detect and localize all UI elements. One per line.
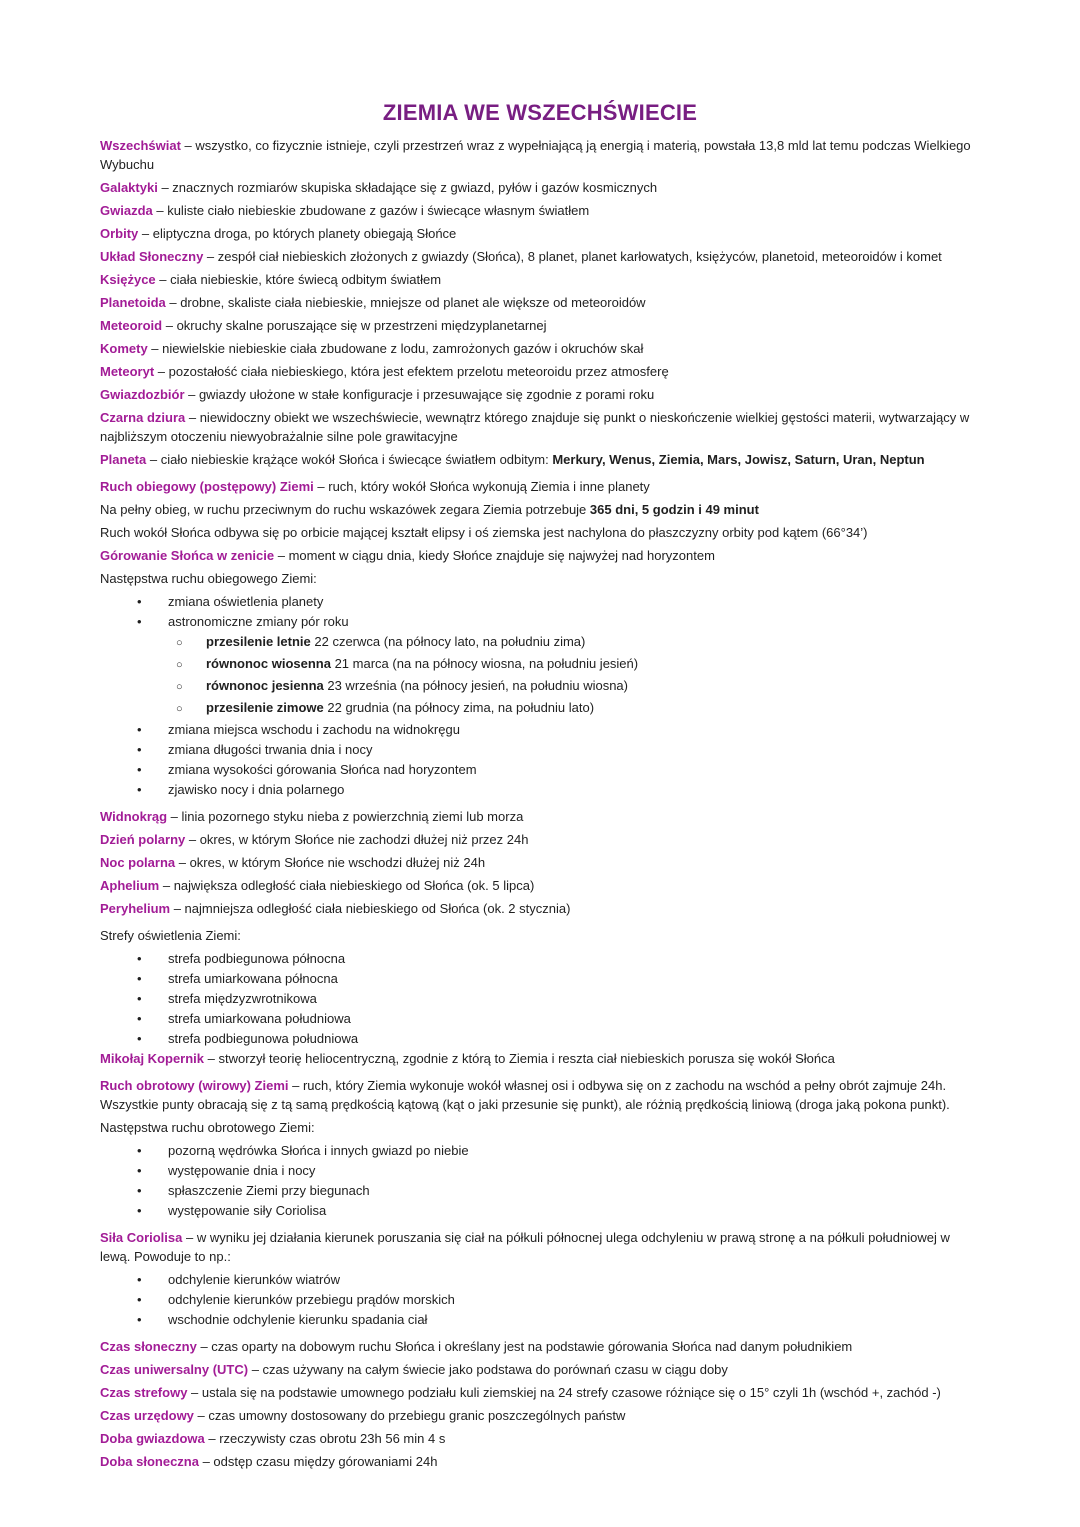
bullet-icon: • [137,991,142,1006]
sub-list-item [100,676,980,697]
body-text: strefa podbiegunowa południowa [168,1031,359,1046]
body-text: występowanie siły Coriolisa [168,1203,327,1218]
body-text: – niewielskie niebieskie ciała zbudowane z lodu, zamrożonych gazów i okruchów skał [147,341,644,356]
body-text: – linia pozornego styku nieba z powierzchnią ziemi lub morza [167,809,524,824]
bullet-icon: • [137,594,142,609]
body-text: – okruchy skalne poruszające się w przestrzeni międzyplanetarnej [162,318,547,333]
bullet-icon: • [137,614,142,629]
body-text: Następstwa ruchu obrotowego Ziemi: [100,1120,315,1135]
body-text: – niewidoczny obiekt we wszechświecie, wewnątrz którego znajduje się punkt o nieskończenie wielkiej gęstości materii, wytwarzający w najbliższym otoczeniu niewyobrażalnie silne pole grawitacyjne [100,410,970,444]
body-text: przesilenie letnie [206,634,311,649]
body-text: zmiana oświetlenia planety [168,594,324,609]
body-text: Na pełny obieg, w ruchu przeciwnym do ruchu wskazówek zegara Ziemia potrzebuje [100,502,590,517]
body-text: – okres, w którym Słońce nie wschodzi dłużej niż 24h [175,855,486,870]
paragraph-strefy-oswietlenia [100,926,980,945]
definition-uklad-sloneczny [100,247,980,266]
term-text: Doba gwiazdowa [100,1431,205,1446]
term-text: Galaktyki [100,180,158,195]
term-text: Górowanie Słońca w zenicie [100,548,275,563]
bullet-icon: • [137,1292,142,1307]
term-text: Ruch obiegowy (postępowy) Ziemi [100,479,314,494]
definition-peryhelium [100,899,980,918]
term-text: Siła Coriolisa [100,1230,183,1245]
term-text: Komety [100,341,148,356]
term-text: Czas słoneczny [100,1339,197,1354]
body-text: zjawisko nocy i dnia polarnego [168,782,345,797]
body-text: 21 marca (na na północy wiosna, na południu jesień) [330,656,639,671]
body-text: odchylenie kierunków przebiegu prądów morskich [168,1292,455,1307]
term-text: Meteoryt [100,364,155,379]
list-item [100,1141,980,1160]
definition-ksiezyce [100,270,980,289]
sub-list-item [100,632,980,653]
body-text: – gwiazdy ułożone w stałe konfiguracje i przesuwające się zgodnie z porami roku [184,387,655,402]
body-text: Następstwa ruchu obiegowego Ziemi: [100,571,317,586]
circle-bullet-icon: ○ [176,681,183,693]
term-text: Noc polarna [100,855,176,870]
definition-meteoryt [100,362,980,381]
definition-planetoida [100,293,980,312]
bullet-icon: • [137,1183,142,1198]
term-text: Czas urzędowy [100,1408,194,1423]
definition-sila-coriolisa [100,1228,980,1266]
definition-komety [100,339,980,358]
list-item [100,969,980,988]
term-text: Gwiazda [100,203,153,218]
definition-czas-strefowy [100,1383,980,1402]
circle-bullet-icon: ○ [176,637,183,649]
definition-doba-gwiazdowa [100,1429,980,1448]
definition-doba-sloneczna [100,1452,980,1471]
list-item [100,1181,980,1200]
document-title: ZIEMIA WE WSZECHŚWIECIE [382,100,698,125]
term-text: Ruch obrotowy (wirowy) Ziemi [100,1078,289,1093]
sub-list-item [100,654,980,675]
paragraph-nastepstwa-obrotowego [100,1118,980,1137]
list-item [100,760,980,779]
bullet-icon: • [137,1312,142,1327]
list-item [100,592,980,611]
body-text: 22 czerwca (na północy lato, na południu zima) [310,634,586,649]
body-text: – rzeczywisty czas obrotu 23h 56 min 4 s [204,1431,446,1446]
body-text: – kuliste ciało niebieskie zbudowane z gazów i świecące własnym światłem [152,203,590,218]
body-text: – czas oparty na dobowym ruchu Słońca i określany jest na podstawie górowania Słońca nad danym południkiem [196,1339,853,1354]
definition-czas-sloneczny [100,1337,980,1356]
circle-bullet-icon: ○ [176,703,183,715]
body-text: 365 dni, 5 godzin i 49 minut [589,502,759,517]
body-text: – ciało niebieskie krążące wokół Słońca i świecące światłem odbitym: [146,452,553,467]
definition-widnokrag [100,807,980,826]
list-item [100,989,980,1008]
term-text: Doba słoneczna [100,1454,199,1469]
definition-czas-uniwersalny [100,1360,980,1379]
list-item [100,780,980,799]
body-text: równonoc wiosenna [206,656,331,671]
term-text: Czas strefowy [100,1385,188,1400]
body-text: – odstęp czasu między górowaniami 24h [198,1454,438,1469]
body-text: – czas umowny dostosowany do przebiegu granic poszczególnych państw [193,1408,626,1423]
list-item [100,740,980,759]
body-text: zmiana długości trwania dnia i nocy [168,742,373,757]
body-text: pozorną wędrówka Słońca i innych gwiazd po niebie [168,1143,469,1158]
body-text: astronomiczne zmiany pór roku [168,614,349,629]
bullet-icon: • [137,1272,142,1287]
definition-dzien-polarny [100,830,980,849]
term-text: Wszechświat [100,138,181,153]
body-text: zmiana miejsca wschodu i zachodu na widnokręgu [168,722,460,737]
list-item [100,949,980,968]
list-item [100,1201,980,1220]
bullet-icon: • [137,1143,142,1158]
term-text: Meteoroid [100,318,163,333]
list-item [100,1270,980,1289]
term-text: Czas uniwersalny (UTC) [100,1362,249,1377]
list-item [100,612,980,631]
list-item [100,1290,980,1309]
term-text: Orbity [100,226,139,241]
body-text: – pozostałość ciała niebieskiego, która jest efektem przelotu meteoroidu przez atmosferę [154,364,669,379]
body-text: – eliptyczna droga, po których planety obiegają Słońce [138,226,457,241]
body-text: – największa odległość ciała niebieskiego od Słońca (ok. 5 lipca) [159,878,535,893]
definition-orbity [100,224,980,243]
list-item [100,1029,980,1048]
bullet-icon: • [137,1203,142,1218]
term-text: Układ Słoneczny [100,249,204,264]
list-item [100,720,980,739]
body-text: – najmniejsza odległość ciała niebieskiego od Słońca (ok. 2 stycznia) [170,901,571,916]
body-text: – stworzył teorię heliocentryczną, zgodnie z którą to Ziemia i reszta ciał niebieskich porusza się wokół Słońca [204,1051,835,1066]
definition-wszechswiat [100,136,980,174]
body-text: – okres, w którym Słońce nie zachodzi dłużej niż przez 24h [185,832,529,847]
bullet-icon: • [137,722,142,737]
body-text: strefa podbiegunowa północna [168,951,346,966]
bullet-icon: • [137,971,142,986]
body-text: – ciała niebieskie, które świecą odbitym światłem [155,272,442,287]
body-text: występowanie dnia i nocy [168,1163,316,1178]
body-text: – ustala się na podstawie umownego podziału kuli ziemskiej na 24 strefy czasowe różniące się o 15° czyli 1h (wschód +, zachód -) [187,1385,941,1400]
definition-ruch-obiegowy [100,477,980,496]
body-text: strefa umiarkowana północna [168,971,338,986]
definition-czarna-dziura [100,408,980,446]
term-text: Peryhelium [100,901,171,916]
body-text: równonoc jesienna [206,678,324,693]
definition-planeta [100,450,980,469]
body-text: przesilenie zimowe [206,700,324,715]
definition-ruch-obrotowy [100,1076,980,1114]
body-text: – czas używany na całym świecie jako podstawa do porównań czasu w ciągu doby [248,1362,728,1377]
bullet-icon: • [137,951,142,966]
body-text: Strefy oświetlenia Ziemi: [100,928,241,943]
term-text: Księżyce [100,272,156,287]
paragraph-pelny-obieg [100,500,980,519]
paragraph-ruch-wokol-slonca [100,523,980,542]
term-text: Planeta [100,452,147,467]
definition-gorowanie-slonca [100,546,980,565]
body-text: strefa umiarkowana południowa [168,1011,351,1026]
body-text: odchylenie kierunków wiatrów [168,1272,340,1287]
definition-galaktyki [100,178,980,197]
term-text: Planetoida [100,295,166,310]
term-text: Czarna dziura [100,410,186,425]
circle-bullet-icon: ○ [176,659,183,671]
bullet-icon: • [137,742,142,757]
definition-mikolaj-kopernik [100,1049,980,1068]
bullet-icon: • [137,762,142,777]
body-text: – wszystko, co fizycznie istnieje, czyli przestrzeń wraz z wypełniającą ją energią i materią, powstała 13,8 mld lat temu podczas Wielkiego Wybuchu [100,138,971,172]
body-text: – w wyniku jej działania kierunek poruszania się ciał na półkuli północnej ulega odchyleniu w prawą stronę a na półkuli południowej w lewą. Powoduje to np.: [100,1230,950,1264]
body-text: zmiana wysokości górowania Słońca nad horyzontem [168,762,477,777]
body-text: wschodnie odchylenie kierunku spadania ciał [168,1312,428,1327]
body-text: 23 września (na północy jesień, na południu wiosna) [323,678,628,693]
body-text: – ruch, który Ziemia wykonuje wokół własnej osi i odbywa się on z zachodu na wschód a pełny obrót zajmuje 24h. Wszystkie punty obracają się z tą samą prędkością kątową (kąt o jaki przesunie się punkt), ale różnią prędkością liniową (droga jaką pokona punkt). [100,1078,950,1112]
body-text: – moment w ciągu dnia, kiedy Słońce znajduje się najwyżej nad horyzontem [274,548,715,563]
term-text: Gwiazdozbiór [100,387,185,402]
body-text: – ruch, który wokół Słońca wykonują Ziemia i inne planety [313,479,650,494]
bullet-icon: • [137,1011,142,1026]
term-text: Dzień polarny [100,832,186,847]
term-text: Aphelium [100,878,160,893]
definition-gwiazda [100,201,980,220]
body-text: Ruch wokół Słońca odbywa się po orbicie mającej kształt elipsy i oś ziemska jest nachylona do płaszczyzny orbity pod kątem (66°34’) [100,525,868,540]
list-item [100,1161,980,1180]
body-text: – znacznych rozmiarów skupiska składające się z gwiazd, pyłów i gazów kosmicznych [157,180,658,195]
bullet-icon: • [137,1031,142,1046]
definition-czas-urzedowy [100,1406,980,1425]
body-text: strefa międzyzwrotnikowa [168,991,317,1006]
document-body [100,136,980,1471]
definition-aphelium [100,876,980,895]
body-text: 22 grudnia (na północy zima, na południu lato) [323,700,595,715]
list-item [100,1009,980,1028]
bullet-icon: • [137,782,142,797]
term-text: Mikołaj Kopernik [100,1051,205,1066]
term-text: Widnokrąg [100,809,168,824]
paragraph-nastepstwa-obiegowego [100,569,980,588]
body-text: – zespół ciał niebieskich złożonych z gwiazdy (Słońca), 8 planet, planet karłowatych, księżyców, planetoid, meteoroidów i komet [203,249,942,264]
list-item [100,1310,980,1329]
body-text: spłaszczenie Ziemi przy biegunach [168,1183,370,1198]
definition-gwiazdozbior [100,385,980,404]
sub-list-item [100,698,980,719]
bullet-icon: • [137,1163,142,1178]
body-text: Merkury, Wenus, Ziemia, Mars, Jowisz, Saturn, Uran, Neptun [552,452,925,467]
definition-noc-polarna [100,853,980,872]
body-text: – drobne, skaliste ciała niebieskie, mniejsze od planet ale większe od meteoroidów [165,295,646,310]
definition-meteoroid [100,316,980,335]
